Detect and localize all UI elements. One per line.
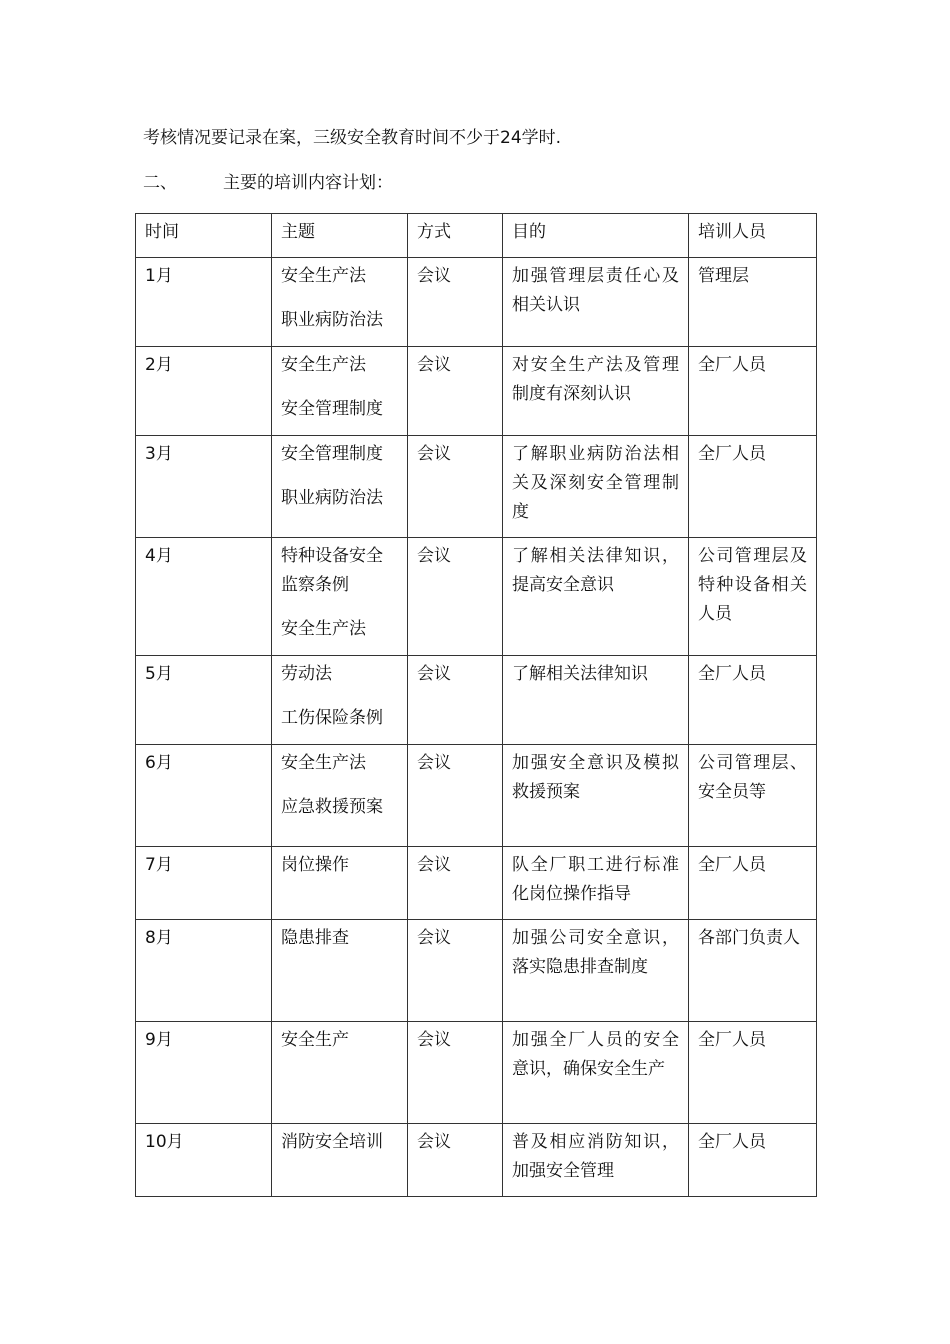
topic-item: 岗位操作 <box>281 855 349 875</box>
section-heading <box>143 171 393 195</box>
topic-item: 安全管理制度 <box>281 399 383 419</box>
cell-topic <box>272 745 408 847</box>
cell-time: 6月 <box>136 745 272 847</box>
cell-trainee: 公司管理层、安全员等 <box>689 745 817 847</box>
header-method: 方式 <box>408 214 503 258</box>
cell-method: 会议 <box>408 1124 503 1197</box>
topic-item: 安全生产 <box>281 1030 349 1050</box>
cell-topic <box>272 847 408 920</box>
cell-time: 8月 <box>136 920 272 1022</box>
topic-item: 隐患排查 <box>281 928 349 948</box>
cell-method: 会议 <box>408 538 503 656</box>
intro-paragraph: 考核情况要记录在案，三级安全教育时间不少于24学时. <box>143 128 562 148</box>
table-row <box>136 847 817 920</box>
table-row <box>136 1022 817 1124</box>
topic-item: 应急救援预案 <box>281 797 383 817</box>
topic-item: 安全管理制度 <box>281 444 383 464</box>
cell-topic <box>272 1022 408 1124</box>
cell-time: 7月 <box>136 847 272 920</box>
cell-method: 会议 <box>408 347 503 436</box>
cell-purpose: 普及相应消防知识，加强安全管理 <box>503 1124 689 1197</box>
cell-trainee: 公司管理层及特种设备相关人员 <box>689 538 817 656</box>
cell-trainee: 全厂人员 <box>689 1124 817 1197</box>
header-trainee: 培训人员 <box>689 214 817 258</box>
cell-trainee: 全厂人员 <box>689 436 817 538</box>
cell-purpose: 加强全厂人员的安全意识，确保安全生产 <box>503 1022 689 1124</box>
table-row <box>136 436 817 538</box>
cell-purpose: 了解职业病防治法相关及深刻安全管理制度 <box>503 436 689 538</box>
topic-item: 职业病防治法 <box>281 310 383 330</box>
cell-purpose: 了解相关法律知识 <box>503 656 689 745</box>
table-row <box>136 538 817 656</box>
table-row <box>136 258 817 347</box>
cell-time: 1月 <box>136 258 272 347</box>
cell-trainee: 全厂人员 <box>689 656 817 745</box>
topic-item: 工伤保险条例 <box>281 708 383 728</box>
section-title: 主要的培训内容计划： <box>223 173 393 193</box>
cell-method: 会议 <box>408 258 503 347</box>
cell-method: 会议 <box>408 436 503 538</box>
cell-time: 2月 <box>136 347 272 436</box>
topic-item: 安全生产法 <box>281 355 366 375</box>
cell-topic <box>272 1124 408 1197</box>
header-time: 时间 <box>136 214 272 258</box>
header-purpose: 目的 <box>503 214 689 258</box>
cell-trainee: 全厂人员 <box>689 347 817 436</box>
cell-purpose: 加强管理层责任心及相关认识 <box>503 258 689 347</box>
cell-purpose: 队全厂职工进行标准化岗位操作指导 <box>503 847 689 920</box>
cell-method: 会议 <box>408 1022 503 1124</box>
cell-topic <box>272 258 408 347</box>
cell-topic <box>272 436 408 538</box>
topic-item: 劳动法 <box>281 664 332 684</box>
cell-time: 10月 <box>136 1124 272 1197</box>
cell-topic <box>272 656 408 745</box>
cell-trainee: 管理层 <box>689 258 817 347</box>
topic-item: 安全生产法 <box>281 619 366 639</box>
cell-trainee: 全厂人员 <box>689 1022 817 1124</box>
table-row <box>136 920 817 1022</box>
table-header-row <box>136 214 817 258</box>
cell-method: 会议 <box>408 656 503 745</box>
cell-purpose: 加强安全意识及模拟救援预案 <box>503 745 689 847</box>
cell-time: 5月 <box>136 656 272 745</box>
cell-time: 3月 <box>136 436 272 538</box>
cell-method: 会议 <box>408 920 503 1022</box>
training-plan-table <box>135 213 817 1197</box>
cell-method: 会议 <box>408 847 503 920</box>
cell-method: 会议 <box>408 745 503 847</box>
header-topic: 主题 <box>272 214 408 258</box>
cell-topic <box>272 920 408 1022</box>
topic-item: 安全生产法 <box>281 266 366 286</box>
table-row <box>136 347 817 436</box>
cell-purpose: 加强公司安全意识，落实隐患排查制度 <box>503 920 689 1022</box>
topic-item: 安全生产法 <box>281 753 366 773</box>
cell-purpose: 对安全生产法及管理制度有深刻认识 <box>503 347 689 436</box>
table-row <box>136 1124 817 1197</box>
cell-purpose: 了解相关法律知识，提高安全意识 <box>503 538 689 656</box>
topic-item: 特种设备安全监察条例 <box>281 546 383 595</box>
cell-trainee: 全厂人员 <box>689 847 817 920</box>
topic-item: 职业病防治法 <box>281 488 383 508</box>
cell-topic <box>272 347 408 436</box>
cell-time: 9月 <box>136 1022 272 1124</box>
table-row <box>136 745 817 847</box>
cell-time: 4月 <box>136 538 272 656</box>
cell-topic <box>272 538 408 656</box>
section-number: 二、 <box>143 173 177 193</box>
topic-item: 消防安全培训 <box>281 1132 383 1152</box>
cell-trainee: 各部门负责人 <box>689 920 817 1022</box>
table-row <box>136 656 817 745</box>
